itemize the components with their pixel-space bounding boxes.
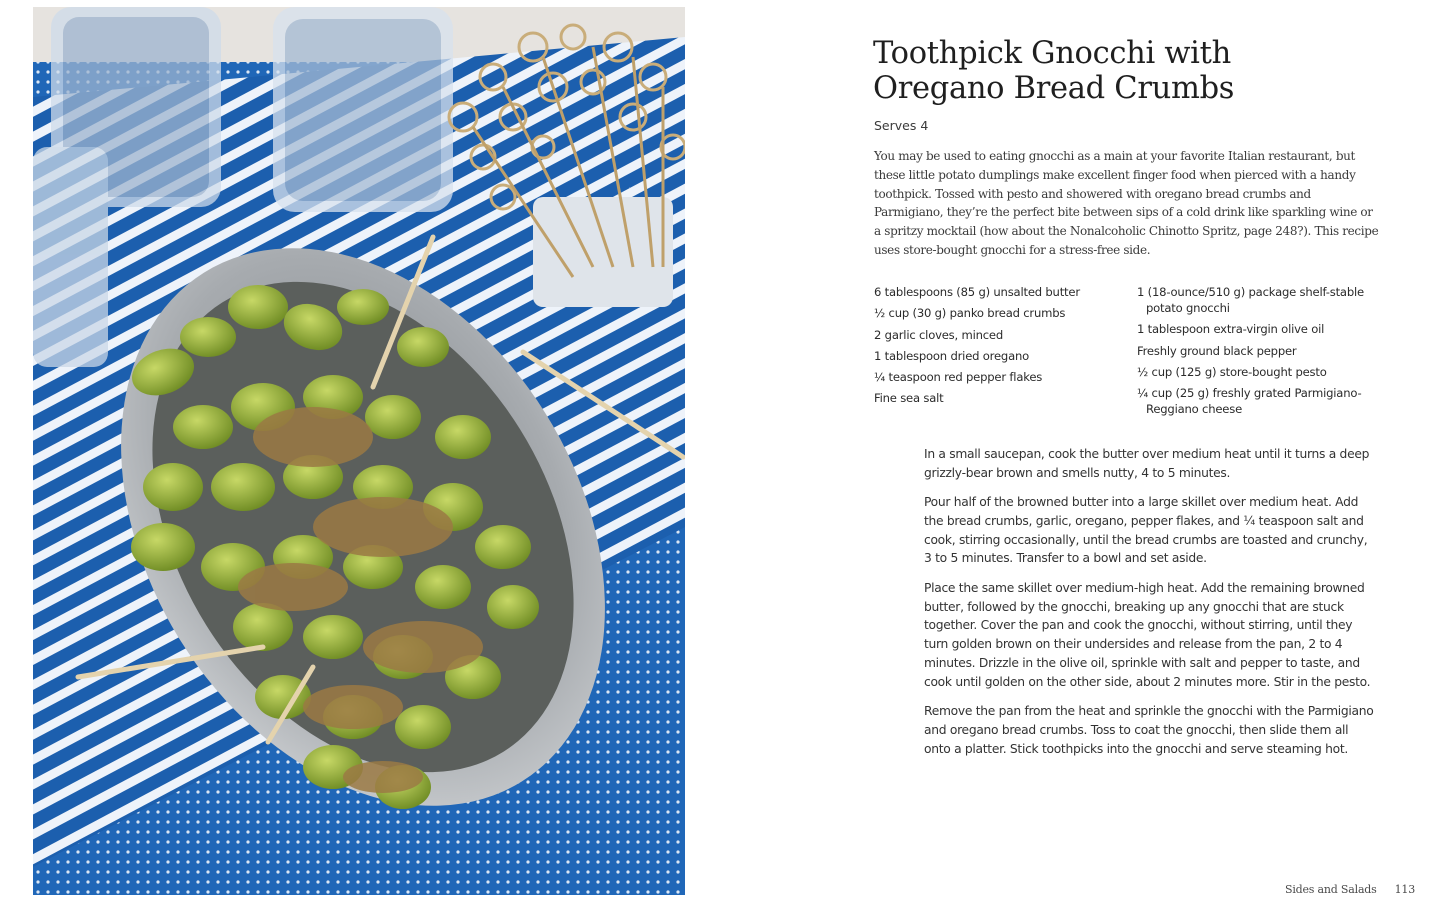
recipe-title-line-2: Oregano Bread Crumbs bbox=[873, 71, 1235, 106]
footer-section-title: Sides and Salads bbox=[1285, 883, 1377, 896]
recipe-title-line-1: Toothpick Gnocchi with bbox=[873, 36, 1231, 71]
page-footer bbox=[1285, 883, 1415, 896]
ingredient-item: ½ cup (30 g) panko bread crumbs bbox=[874, 306, 1066, 321]
ingredients-right-column bbox=[1137, 284, 1367, 422]
method-steps bbox=[924, 445, 1374, 769]
method-step-2: Pour half of the browned butter into a large skillet over medium heat. Add the bread crumbs, garlic, oregano, pepper flakes, and ¼ teaspoon salt and cook, stirring occasionally, until the bread crumbs are toasted and crunchy, 3 to 5 minutes. Transfer to a bowl and set aside. bbox=[924, 495, 1368, 566]
ingredient-item: Fine sea salt bbox=[874, 391, 944, 406]
method-step-3: Place the same skillet over medium-high heat. Add the remaining browned butter, followed by the gnocchi, breaking up any gnocchi that are stuck together. Cover the pan and cook the gnocchi, without stirring, until they turn golden brown on their undersides and release from the pan, 2 to 4 minutes. Drizzle in the olive oil, sprinkle with salt and pepper to taste, and cook until golden on the other side, about 2 minutes more. Stir in the pesto. bbox=[924, 580, 1371, 689]
recipe-photo bbox=[33, 7, 685, 895]
ingredient-item: 2 garlic cloves, minced bbox=[874, 327, 1004, 342]
ingredient-item: Freshly ground black pepper bbox=[1137, 343, 1297, 358]
method-step-1: In a small saucepan, cook the butter over medium heat until it turns a deep grizzly-bear brown and smells nutty, 4 to 5 minutes. bbox=[924, 447, 1370, 480]
recipe-title bbox=[873, 36, 1393, 106]
page-number: 113 bbox=[1394, 883, 1415, 896]
ingredient-item: 6 tablespoons (85 g) unsalted butter bbox=[874, 285, 1080, 299]
ingredient-item: 1 (18-ounce/510 g) package shelf-stable potato gnocchi bbox=[1137, 285, 1364, 315]
ingredients-left-column bbox=[874, 284, 1124, 412]
serves-label: Serves 4 bbox=[874, 118, 929, 133]
ingredient-item: 1 tablespoon extra-virgin olive oil bbox=[1137, 322, 1325, 337]
recipe-intro: You may be used to eating gnocchi as a main at your favorite Italian restaurant, but these little potato dumplings make excellent finger food when pierced with a handy toothpick. Tossed with pesto and showered with oregano bread crumbs and Parmigiano, they’re the perfect bite between sips of a cold drink like sparkling wine or a spritzy mocktail (how about the Nonalcoholic Chinotto Spritz, page 248?). This recipe uses store-bought gnocchi for a stress-free side. bbox=[874, 149, 1379, 257]
ingredient-item: 1 tablespoon dried oregano bbox=[874, 348, 1030, 363]
ingredient-item: ¼ teaspoon red pepper flakes bbox=[874, 370, 1043, 385]
ingredient-item: ¼ cup (25 g) freshly grated Parmigiano-Reggiano cheese bbox=[1137, 386, 1362, 417]
method-step-4: Remove the pan from the heat and sprinkle the gnocchi with the Parmigiano and oregano bread crumbs. Toss to coat the gnocchi, then slide them all onto a platter. Stick toothpicks into the gnocchi and serve steaming hot. bbox=[924, 704, 1374, 756]
ingredient-item: ½ cup (125 g) store-bought pesto bbox=[1137, 364, 1327, 379]
